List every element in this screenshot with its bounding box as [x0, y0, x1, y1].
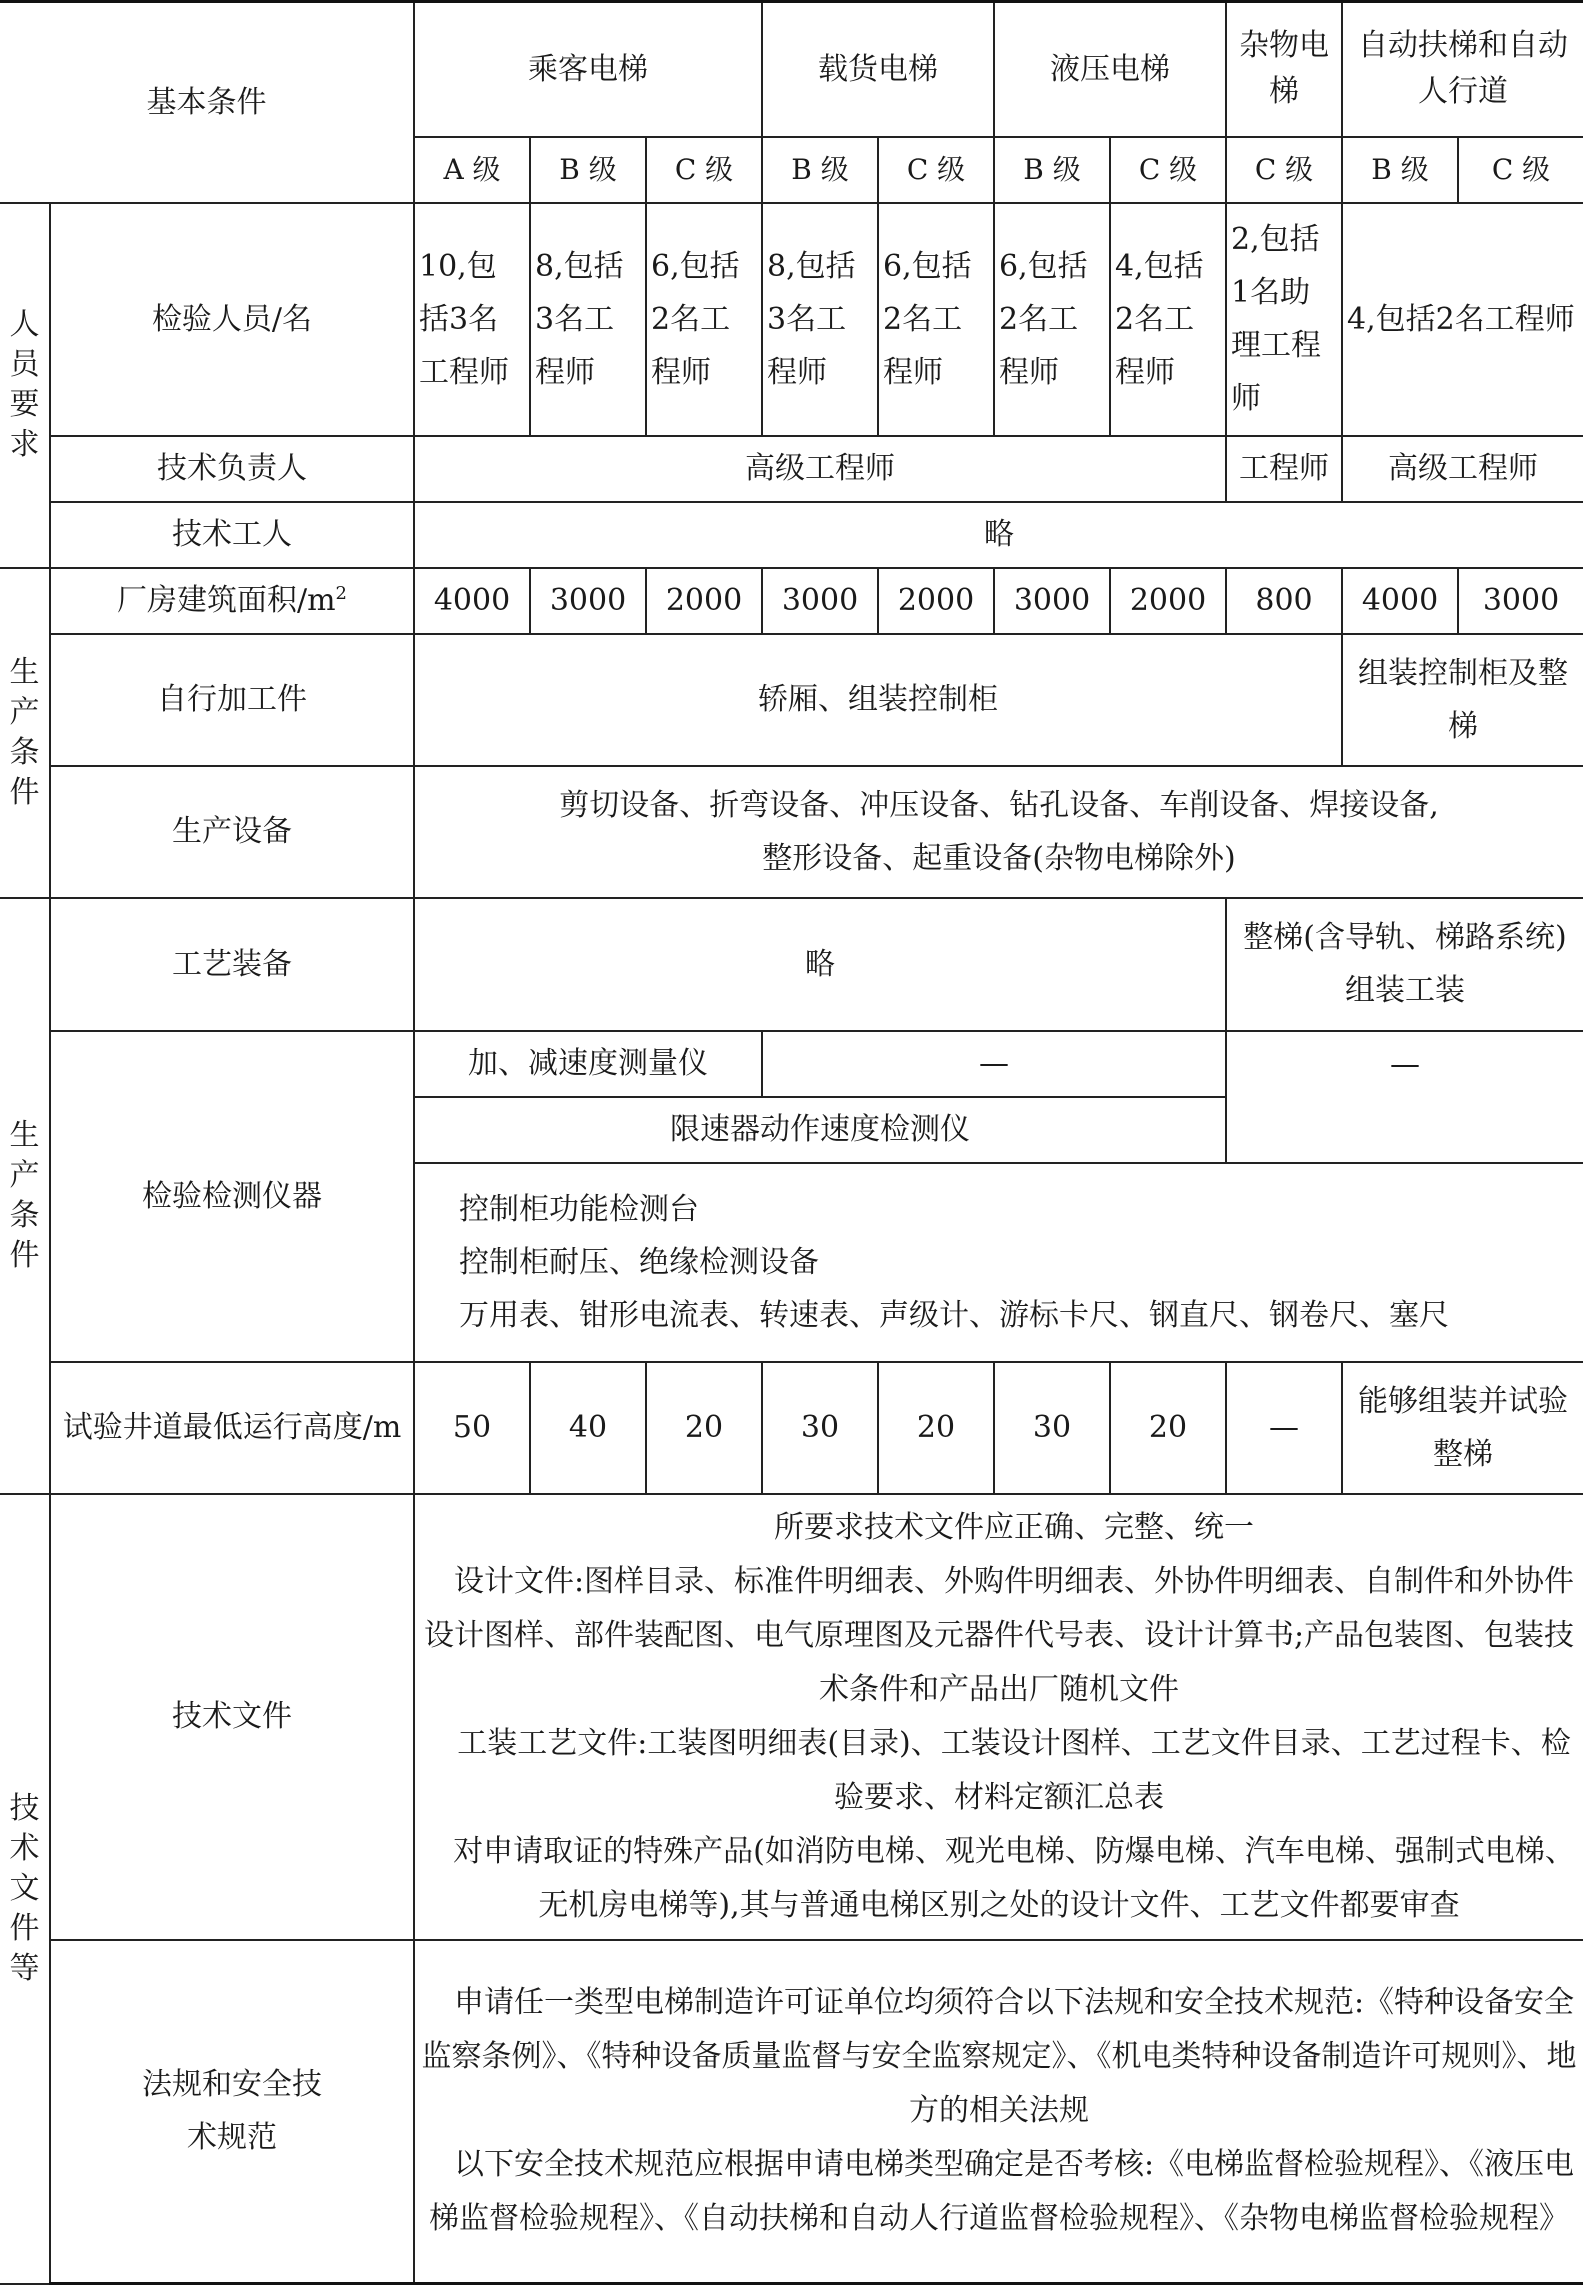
inspectors-value: 6,包括2名工程师 [646, 203, 762, 436]
grade-cell: C 级 [1226, 137, 1342, 203]
docs-paragraph: 工装工艺文件:工装图明细表(目录)、工装设计图样、工艺文件目录、工艺过程卡、检验要求、材料定额汇总表 [457, 1725, 1571, 1815]
area-value: 3000 [530, 568, 646, 634]
header-escalator: 自动扶梯和自动人行道 [1342, 2, 1583, 137]
inspectors-value: 4,包括2名工程师 [1110, 203, 1226, 436]
docs-label: 技术文件 [50, 1494, 414, 1940]
regs-paragraph: 申请任一类型电梯制造许可证单位均须符合以下法规和安全技术规范:《特种设备安全监察条例》、《特种设备质量监督与安全监察规定》、《机电类特种设备制造许可规则》、地方的相关法规 [421, 1985, 1577, 2129]
inspectors-value: 4,包括2名工程师 [1342, 203, 1583, 436]
inspectors-label: 检验人员/名 [50, 203, 414, 436]
governor-tester: 限速器动作速度检测仪 [414, 1097, 1226, 1163]
header-freight-elevator: 载货电梯 [762, 2, 994, 137]
grade-cell: B 级 [530, 137, 646, 203]
docs-paragraph: 所要求技术文件应正确、完整、统一 [774, 1509, 1254, 1545]
instrument-line: 万用表、钳形电流表、转速表、声级计、游标卡尺、钢直尺、钢卷尺、塞尺 [459, 1297, 1449, 1333]
category-personnel [0, 203, 50, 568]
category-char: 生 [9, 654, 40, 690]
shaft-value: — [1226, 1362, 1342, 1494]
workers-label: 技术工人 [50, 502, 414, 568]
category-char: 件 [9, 1910, 40, 1946]
category-char: 件 [9, 1237, 40, 1273]
shaft-value: 20 [1110, 1362, 1226, 1494]
shaft-value: 能够组装并试验整梯 [1342, 1362, 1583, 1494]
shaft-value: 50 [414, 1362, 530, 1494]
regs-paragraph: 以下安全技术规范应根据申请电梯类型确定是否考核:《电梯监督检验规程》、《液压电梯监督检验规程》、《自动扶梯和自动人行道监督检验规程》、《杂物电梯监督检验规程》 [429, 2147, 1575, 2237]
workers-value: 略 [414, 502, 1583, 568]
equipment-label: 生产设备 [50, 766, 414, 898]
self-process-value: 轿厢、组装控制柜 [414, 634, 1342, 766]
regs-content [414, 1940, 1583, 2284]
grade-cell: C 级 [1458, 137, 1583, 203]
escalator-instruments-na: — [1226, 1031, 1583, 1163]
header-basic-conditions: 基本条件 [0, 2, 414, 203]
shaft-label-text: 试验井道最低运行高度/m [62, 1410, 402, 1445]
tooling-label: 工艺装备 [50, 898, 414, 1031]
category-char: 产 [9, 1157, 40, 1193]
shaft-value: 40 [530, 1362, 646, 1494]
category-technical [0, 1494, 50, 2284]
equipment-value [414, 766, 1583, 898]
area-value: 3000 [762, 568, 878, 634]
grade-cell: A 级 [414, 137, 530, 203]
category-char: 技 [9, 1790, 40, 1826]
category-char: 生 [9, 1117, 40, 1153]
equipment-line: 剪切设备、折弯设备、冲压设备、钻孔设备、车削设备、焊接设备, [559, 787, 1439, 823]
inspectors-value: 6,包括2名工程师 [878, 203, 994, 436]
area-value: 2000 [646, 568, 762, 634]
category-production-2-text [4, 1116, 45, 1276]
inspectors-value: 8,包括3名工程师 [762, 203, 878, 436]
inspectors-value: 6,包括2名工程师 [994, 203, 1110, 436]
category-char: 等 [9, 1950, 40, 1986]
grade-cell: B 级 [762, 137, 878, 203]
area-value: 2000 [878, 568, 994, 634]
category-char: 要 [9, 387, 40, 422]
header-passenger-elevator: 乘客电梯 [414, 2, 762, 137]
category-personnel-text [4, 305, 45, 465]
shaft-value: 20 [646, 1362, 762, 1494]
instrument-line: 控制柜耐压、绝缘检测设备 [459, 1244, 819, 1280]
self-process-value: 组装控制柜及整梯 [1342, 634, 1583, 766]
category-char: 条 [9, 1197, 40, 1233]
category-char: 文 [9, 1870, 40, 1906]
tech-lead-value: 高级工程师 [414, 436, 1226, 502]
inspection-label: 检验检测仪器 [50, 1031, 414, 1362]
shaft-value: 30 [762, 1362, 878, 1494]
category-production-text [4, 653, 45, 813]
area-value: 3000 [994, 568, 1110, 634]
shaft-label [50, 1362, 414, 1494]
category-technical-text [4, 1789, 45, 1989]
area-value: 3000 [1458, 568, 1583, 634]
category-char: 员 [9, 347, 40, 382]
category-char: 件 [9, 774, 40, 810]
category-production-2 [0, 898, 50, 1494]
header-hydraulic-elevator: 液压电梯 [994, 2, 1226, 137]
inspectors-value: 8,包括3名工程师 [530, 203, 646, 436]
category-char: 求 [9, 427, 40, 462]
category-char: 产 [9, 694, 40, 730]
area-value: 4000 [1342, 568, 1458, 634]
area-label: 厂房建筑面积$/m^2$ [50, 568, 414, 634]
area-value: 800 [1226, 568, 1342, 634]
self-process-label: 自行加工件 [50, 634, 414, 766]
accel-meter-na: — [762, 1031, 1226, 1097]
area-value: 4000 [414, 568, 530, 634]
accel-meter: 加、减速度测量仪 [414, 1031, 762, 1097]
docs-paragraph: 对申请取证的特殊产品(如消防电梯、观光电梯、防爆电梯、汽车电梯、强制式电梯、无机房电梯等),其与普通电梯区别之处的设计文件、工艺文件都要审查 [453, 1833, 1575, 1923]
grade-cell: B 级 [1342, 137, 1458, 203]
header-dumbwaiter: 杂物电梯 [1226, 2, 1342, 137]
shaft-value: 30 [994, 1362, 1110, 1494]
area-value: 2000 [1110, 568, 1226, 634]
tech-lead-label: 技术负责人 [50, 436, 414, 502]
regs-label [50, 1940, 414, 2284]
category-char: 条 [9, 734, 40, 770]
tooling-value: 略 [414, 898, 1226, 1031]
docs-paragraph: 设计文件:图样目录、标准件明细表、外购件明细表、外协件明细表、自制件和外协件设计图样、部件装配图、电气原理图及元器件代号表、设计计算书;产品包装图、包装技术条件和产品出厂随机文件 [423, 1563, 1575, 1707]
grade-cell: B 级 [994, 137, 1110, 203]
tooling-value: 整梯(含导轨、梯路系统)组装工装 [1226, 898, 1583, 1031]
category-production [0, 568, 50, 898]
inspectors-value: 10,包括3名工程师 [414, 203, 530, 436]
inspectors-value: 2,包括1名助理工程师 [1226, 203, 1342, 436]
equipment-line: 整形设备、起重设备(杂物电梯除外) [762, 840, 1236, 876]
category-char: 人 [9, 307, 40, 342]
docs-content [414, 1494, 1583, 1940]
instrument-list [414, 1163, 1583, 1362]
regs-label-text: 法规和安全技术规范 [142, 2067, 322, 2156]
grade-cell: C 级 [646, 137, 762, 203]
grade-cell: C 级 [1110, 137, 1226, 203]
tech-lead-value: 工程师 [1226, 436, 1342, 502]
category-char: 术 [9, 1830, 40, 1866]
tech-lead-value: 高级工程师 [1342, 436, 1583, 502]
grade-cell: C 级 [878, 137, 994, 203]
shaft-value: 20 [878, 1362, 994, 1494]
instrument-line: 控制柜功能检测台 [459, 1191, 699, 1227]
